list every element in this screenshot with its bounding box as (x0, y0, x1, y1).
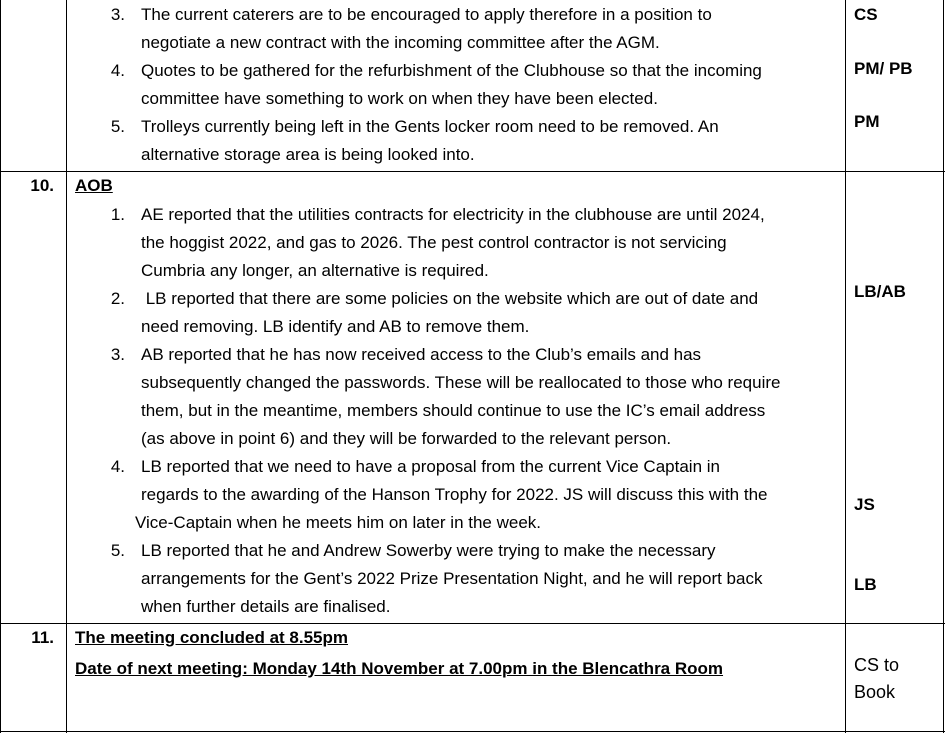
action-owner: LB/AB (854, 282, 906, 301)
list-item-number: 3. (110, 345, 125, 364)
list-item-text: them, but in the meantime, members should continue to use the IC’s email address (141, 401, 766, 420)
list-item-text: AE reported that the utilities contracts for electricity in the clubhouse are until 2024, (141, 205, 765, 224)
meeting-concluded-line: The meeting concluded at 8.55pm (75, 628, 349, 647)
list-item-text: alternative storage area is being looked into. (141, 145, 475, 164)
section-heading: AOB (75, 176, 113, 195)
list-item-text: LB reported that we need to have a proposal from the current Vice Captain in (141, 457, 720, 476)
list-item-text: Trolleys currently being left in the Gents locker room need to be removed. An (141, 117, 719, 136)
list-item-text: AB reported that he has now received access to the Club’s emails and has (141, 345, 702, 364)
list-item-text: negotiate a new contract with the incoming committee after the AGM. (141, 33, 660, 52)
row-divider (0, 731, 945, 732)
list-item-text: The current caterers are to be encouraged to apply therefore in a position to (141, 5, 712, 24)
list-item-text: subsequently changed the passwords. These will be reallocated to those who require (141, 373, 781, 392)
list-item-text: Quotes to be gathered for the refurbishment of the Clubhouse so that the incoming (141, 61, 762, 80)
action-owner: JS (854, 495, 875, 514)
row-divider (0, 171, 945, 172)
list-item-number: 3. (110, 5, 125, 24)
list-item-text: (as above in point 6) and they will be forwarded to the relevant person. (141, 429, 672, 448)
next-meeting-line: Date of next meeting: Monday 14th November at 7.00pm in the Blencathra Room (75, 659, 724, 678)
list-item-text: LB reported that there are some policies on the website which are out of date and (141, 289, 759, 308)
action-owner: CS (854, 5, 878, 24)
list-item-text: Cumbria any longer, an alternative is required. (141, 261, 489, 280)
action-owner: CS to (854, 655, 900, 675)
list-item-text: when further details are finalised. (141, 597, 391, 616)
list-item-text: Vice-Captain when he meets him on later in the week. (135, 513, 542, 532)
list-item-number: 5. (110, 541, 125, 560)
list-item-text: need removing. LB identify and AB to remove them. (141, 317, 530, 336)
list-item-number: 2. (110, 289, 125, 308)
list-item-text: committee have something to work on when they have been elected. (141, 89, 658, 108)
list-item-text: arrangements for the Gent’s 2022 Prize Presentation Night, and he will report back (141, 569, 763, 588)
action-owner: Book (854, 682, 896, 702)
action-owner: PM/ PB (854, 59, 913, 78)
section-number: 10. (30, 176, 54, 195)
list-item-number: 5. (110, 117, 125, 136)
action-owner: PM (854, 112, 880, 131)
list-item-text: LB reported that he and Andrew Sowerby were trying to make the necessary (141, 541, 716, 560)
section-number: 11. (31, 628, 54, 647)
list-item-text: regards to the awarding of the Hanson Trophy for 2022. JS will discuss this with the (141, 485, 768, 504)
list-item-number: 4. (110, 61, 125, 80)
list-item-text: the hoggist 2022, and gas to 2026. The pest control contractor is not servicing (141, 233, 727, 252)
action-owner: LB (854, 575, 877, 594)
list-item-number: 4. (110, 457, 125, 476)
list-item-number: 1. (110, 205, 125, 224)
